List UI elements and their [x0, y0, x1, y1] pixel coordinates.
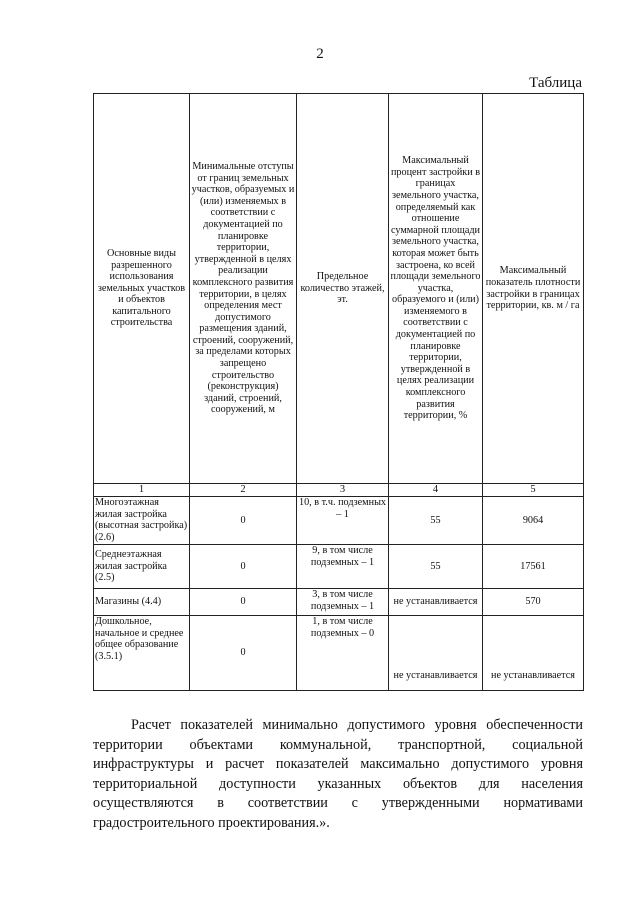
- coverage-cell: 55: [389, 497, 483, 545]
- zoning-parameters-table: [93, 93, 584, 691]
- land-use-cell: Дошкольное, начальное и среднее общее образование (3.5.1): [94, 616, 190, 691]
- header-min-setbacks: Минимальные отступы от границ земельных участков, образуемых и (или) изменяемых в соответствии с документацией по планировке территории, утвержденной в целях реализации комплексного развития территории, в целях определения мест допустимого размещения зданий, строений, сооружений, за пределами которых запрещено строительство (реконструкция) зданий, строений, сооружений, м: [190, 94, 297, 484]
- column-number-row: [94, 484, 584, 497]
- page-number: 2: [316, 46, 324, 62]
- floors-cell: 10, в т.ч. подземных – 1: [297, 497, 389, 545]
- floors-cell: 3, в том числе подземных – 1: [297, 589, 389, 616]
- density-cell: 17561: [483, 545, 584, 589]
- table-row: [94, 545, 584, 589]
- column-number: 3: [297, 484, 389, 497]
- floors-cell: 1, в том числе подземных – 0: [297, 616, 389, 691]
- column-number: 5: [483, 484, 584, 497]
- setback-cell: 0: [190, 545, 297, 589]
- density-cell: 570: [483, 589, 584, 616]
- setback-cell: 0: [190, 497, 297, 545]
- table-caption: Таблица: [529, 75, 582, 91]
- column-number: 2: [190, 484, 297, 497]
- land-use-cell: Многоэтажная жилая застройка (высотная застройка) (2.6): [94, 497, 190, 545]
- header-row: [94, 94, 584, 484]
- setback-cell: 0: [190, 616, 297, 691]
- coverage-cell: не устанавливается: [389, 616, 483, 691]
- header-max-coverage: Максимальный процент застройки в границах земельного участка, определяемый как отношение суммарной площади земельного участка, которая может быть застроена, ко всей площади земельного участка, образуемого и (или) изменяемого в соответствии с документацией по планировке территории, утвержденной в целях реализации комплексного развития территории, %: [389, 94, 483, 484]
- coverage-cell: 55: [389, 545, 483, 589]
- header-max-floors: Предельное количество этажей, эт.: [297, 94, 389, 484]
- table-row: [94, 497, 584, 545]
- column-number: 1: [94, 484, 190, 497]
- land-use-cell: Среднеэтажная жилая застройка (2.5): [94, 545, 190, 589]
- density-cell: 9064: [483, 497, 584, 545]
- table-row: [94, 616, 584, 691]
- table-row: [94, 589, 584, 616]
- coverage-cell: не устанавливается: [389, 589, 483, 616]
- header-max-density: Максимальный показатель плотности застройки в границах территории, кв. м / га: [483, 94, 584, 484]
- density-cell: не устанавливается: [483, 616, 584, 691]
- column-number: 4: [389, 484, 483, 497]
- land-use-cell: Магазины (4.4): [94, 589, 190, 616]
- body-paragraph: Расчет показателей минимально допустимого уровня обеспеченности территории объектами коммунальной, транспортной, социальной инфраструктуры и расчет показателей максимально допустимого уровня территориальной доступности указанных объектов для населения осуществляются в соответствии с утвержденными нормативами градостроительного проектирования.».: [93, 717, 583, 831]
- setback-cell: 0: [190, 589, 297, 616]
- header-land-use-types: Основные виды разрешенного использования земельных участков и объектов капитального строительства: [94, 94, 190, 484]
- floors-cell: 9, в том числе подземных – 1: [297, 545, 389, 589]
